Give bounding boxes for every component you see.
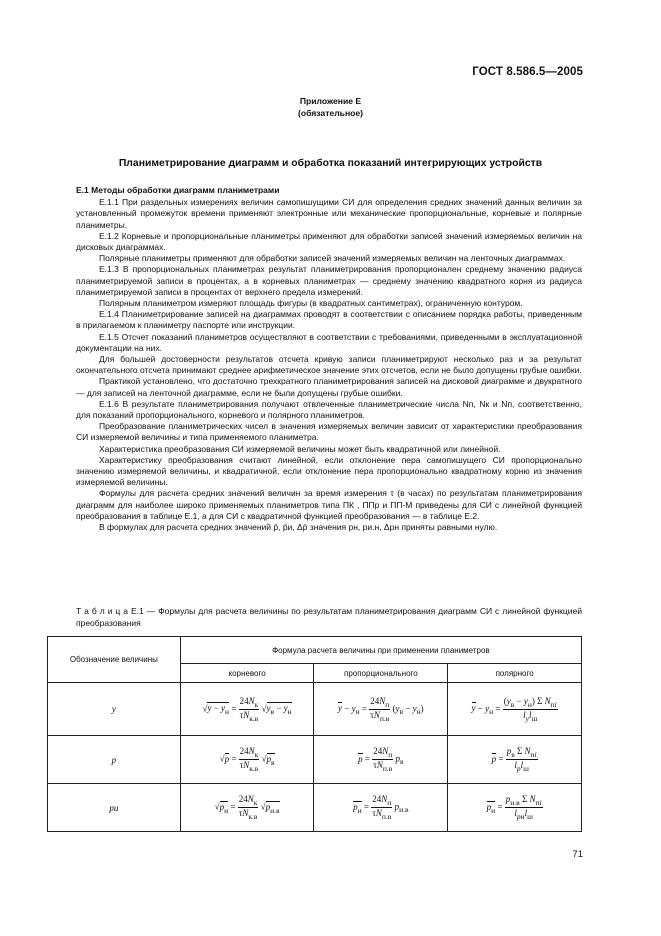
paragraph-practice: Практикой установлено, что достаточно трехкратного планиметрирования записей на дисковой диаграмме и двукратного — для записей на ленточной диаграмме, если не были допущены грубые ошибки. bbox=[76, 376, 582, 398]
paragraph-formulas: Формулы для расчета средних значений величин за время измерения τ (в часах) по результатам планиметрирования диаграмм для наиболее широко применяемых планиметров типа ПК , ППр и ПП-М приведены для СИ с линейной функцией преобразования в таблице Е.1, а для СИ с квадратичной функцией преобразования — в таблице Е.2. bbox=[76, 488, 582, 521]
table-row bbox=[48, 683, 582, 736]
paragraph-e-1-6: Е.1.6 В результате планиметрирования получают отвлеченные планиметрические числа Nп, Nк и Nп, соответственно, для показаний пропорционального, корневого и полярного планиметров. bbox=[76, 398, 582, 421]
page-number: 71 bbox=[572, 849, 583, 860]
paragraph-polar-area: Полярным планиметром измеряют площадь фигуры (в квадратных сантиметрах), ограниченную контуром. bbox=[99, 298, 523, 309]
formula-prop-p: p = $\frac{24N_п}{\tau N_{п.в}}$ $p_в$ bbox=[314, 736, 448, 784]
paragraph-linear: Характеристику преобразования считают линейной, если отклонение пера самопишущего СИ пропорционально значению измеряемой величины, и квадратичной, если отклонение пера пропорционально квадратному корню из значения измеряемой величины. bbox=[76, 454, 582, 488]
paragraph-zero-values: В формулах для расчета средних значений p̄, p̄и, Δp̄ значения pн, pи.н, Δpн приняты равными нулю. bbox=[99, 522, 498, 533]
formula-root-p: √p = $\frac{24N_к}{\tau N_{к.в}}$ $√p_в$ bbox=[180, 736, 314, 784]
appendix-title: Планиметрирование диаграмм и обработка показаний интегрирующих устройств bbox=[118, 158, 543, 169]
paragraph-reliability: Для большей достоверности результатов отсчета кривую записи планиметрируют несколько раз и за результат окончательного отсчета принимают среднее арифметическое значение этих отсчетов, если не было допущены грубые ошибки. bbox=[76, 354, 582, 376]
formula-polar-pi: $p_и$ = $\frac{p_{и.в} \Sigma N_{пi}}{l_{pи}l_ш}$ bbox=[448, 784, 582, 832]
column-header-quantity: Обозначение величины bbox=[48, 637, 181, 683]
paragraph-e-1-2: Е.1.2 Корневые и пропорциональные планиметры применяют для обработки записей значений измеряемых величин на дисковых диаграммах. bbox=[76, 230, 582, 253]
quantity-cell: p bbox=[48, 736, 181, 784]
formula-polar-p: p = $\frac{p_в \Sigma N_{пi}}{l_pl_ш}$ bbox=[448, 736, 582, 784]
table-caption: Т а б л и ц а Е.1 — Формулы для расчета величины по результатам планиметрирования диаграмм СИ с линейной функцией преобразования bbox=[76, 606, 582, 628]
column-header-polar: полярного bbox=[448, 664, 582, 683]
column-header-root: корневого bbox=[180, 664, 314, 683]
quantity-cell: y bbox=[48, 683, 181, 736]
section-heading: Е.1 Методы обработки диаграмм планиметрами bbox=[76, 185, 280, 195]
paragraph-e-1-1: Е.1.1 При раздельных измерениях величин самопишущими СИ для определения средних значений данных величин за установленный промежуток времени применяют электронные или механические пропорциональные, корневые и полярные планиметры. bbox=[76, 197, 582, 230]
appendix-label: Приложение Е bbox=[299, 96, 362, 106]
paragraph-characteristic: Характеристика преобразования СИ измеряемой величины может быть квадратичной или линейной. bbox=[99, 443, 501, 454]
appendix-status: (обязательное) bbox=[297, 108, 364, 118]
formula-root-y: $√y - y_н$ = $\frac{24N_к}{\tau N_{к.в}}$ $√y_в - y_н$ bbox=[180, 683, 314, 736]
body-text bbox=[76, 185, 582, 533]
paragraph-e-1-5: Е.1.5 Отсчет показаний планиметров осуществляют в соответствии с требованиями, приведенными в эксплуатационной документации на них. bbox=[76, 331, 582, 353]
paragraph-e-1-4: Е.1.4 Планиметрирование записей на диаграммах проводят в соответствии с описанием порядка работы, приведенным в прилагаемом к планиметру паспорте или инструкции. bbox=[76, 309, 582, 331]
formula-root-pi: $√p_и$ = $\frac{24N_к}{\tau N_{к.в}}$ $√p_{и.в}$ bbox=[180, 784, 314, 832]
table-row bbox=[48, 784, 582, 832]
formula-prop-y: $y - y_н$ = $\frac{24N_п}{\tau N_{п.в}}$ $(y_в - y_н)$ bbox=[314, 683, 448, 736]
quantity-cell: pи bbox=[48, 784, 181, 832]
table-row bbox=[48, 736, 582, 784]
formula-polar-y: $y - y_н$ = $\frac{(y_в - y_н) \Sigma N_{пi}}{l_yl_ш}$ bbox=[448, 683, 582, 736]
paragraph-polar: Полярные планиметры применяют для обработки записей значений измеряемых величин на ленточных диаграммах. bbox=[99, 253, 566, 264]
paragraph-e-1-3: Е.1.3 В пропорциональных планиметрах результат планиметрирования пропорционален среднему значению радиуса планиметрируемой записи в процентах, а в корневых планиметрах — среднему значению квадратного корня из радиуса планиметрируемой записи в процентах от верхнего предела измерений. bbox=[76, 264, 582, 297]
paragraph-conversion: Преобразование планиметрических чисел в значения измеряемых величин зависит от характеристики преобразования СИ измеряемой величины и типа применяемого планиметра. bbox=[76, 421, 582, 443]
formula-table bbox=[47, 636, 582, 832]
column-header-formula-group: Формула расчета величины при применении планиметров bbox=[180, 637, 581, 664]
formula-prop-pi: $p_и$ = $\frac{24N_п}{\tau N_{п.в}}$ $p_{и.в}$ bbox=[314, 784, 448, 832]
column-header-proportional: пропорционального bbox=[314, 664, 448, 683]
standard-header: ГОСТ 8.586.5—2005 bbox=[472, 66, 583, 78]
